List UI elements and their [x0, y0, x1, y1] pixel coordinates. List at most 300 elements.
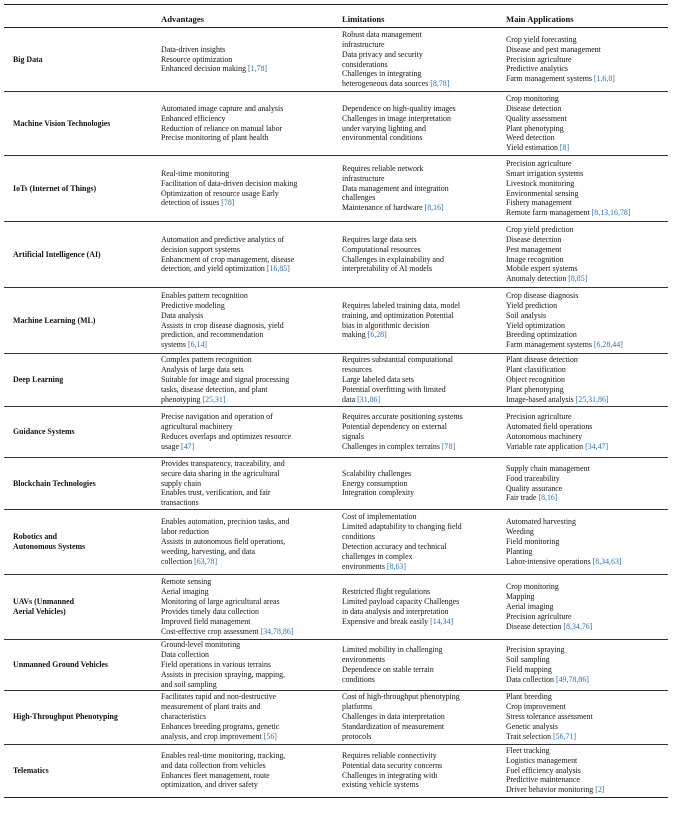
- cell-line: Variable rate application [34,47]: [506, 441, 609, 451]
- cell-line: Provides transparency, traceability, and: [161, 458, 285, 468]
- cell-line: Challenges in image interpretation: [342, 113, 451, 123]
- cell-line: Livestock monitoring: [506, 178, 575, 188]
- cell-line: Challenges in integrating with: [342, 770, 438, 780]
- table-row: [4, 92, 668, 156]
- citation-ref: [8,16]: [538, 493, 558, 503]
- limitations-cell: [338, 92, 502, 156]
- cell-line: Requires reliable network: [342, 163, 424, 173]
- cell-line: Predictive modeling: [161, 300, 225, 310]
- table-row: [4, 28, 668, 92]
- advantages-cell: [157, 222, 338, 288]
- cell-line: Complex pattern recognition: [161, 355, 252, 365]
- citation-ref: [34,78,86]: [260, 626, 294, 636]
- advantages-cell: [157, 92, 338, 156]
- advantages-cell: [157, 458, 338, 510]
- cell-line: Challenges in data interpretation: [342, 712, 445, 722]
- cell-line: Enhanced efficiency: [161, 113, 226, 123]
- cell-line: transactions: [161, 498, 199, 508]
- cell-line: Artificial Intelligence (AI): [13, 249, 101, 259]
- cell-line: Challenges in integrating: [342, 69, 422, 79]
- cell-line: Machine Learning (ML): [13, 315, 96, 325]
- applications-cell: [502, 407, 668, 458]
- header-limitations: Limitations: [338, 5, 502, 28]
- cell-line: Field operations in various terrains: [161, 659, 272, 669]
- cell-line: Trait selection [56,71]: [506, 731, 577, 741]
- cell-line: Stress tolerance assessment: [506, 712, 593, 722]
- cell-line: Enhances breeding programs, genetic: [161, 721, 280, 731]
- cell-line: High-Throughput Phenotyping: [13, 712, 118, 722]
- cell-line: detection of issues [78]: [161, 198, 235, 208]
- cell-line: weeding, harvesting, and data: [161, 546, 255, 556]
- citation-ref: [8]: [559, 143, 570, 153]
- citation-ref: [6,14]: [187, 340, 208, 350]
- cell-line: prediction, and recommendation: [161, 330, 264, 340]
- advantages-cell: [157, 156, 338, 222]
- cell-line: Large labeled data sets: [342, 375, 414, 385]
- cell-line: Precision agriculture: [506, 158, 572, 168]
- cell-line: IoTs (Internet of Things): [13, 183, 97, 193]
- applications-cell: [502, 288, 668, 354]
- technology-comparison-table: [4, 4, 668, 798]
- cell-line: Automated field operations: [506, 422, 593, 432]
- cell-line: Data analysis: [161, 310, 204, 320]
- cell-line: Cost-effective crop assessment [34,78,86]: [161, 626, 294, 636]
- citation-ref: [78]: [221, 198, 235, 208]
- limitations-cell: [338, 156, 502, 222]
- cell-line: Data management and integration: [342, 183, 449, 193]
- cell-line: detection, and yield optimization [16,85]: [161, 264, 290, 274]
- cell-line: Anomaly detection [8,85]: [506, 274, 588, 284]
- cell-line: Potential dependency on external: [342, 422, 447, 432]
- cell-line: resources: [342, 365, 372, 375]
- cell-line: Plant phenotyping: [506, 123, 564, 133]
- cell-line: supply chain: [161, 478, 202, 488]
- cell-line: making [6,28]: [342, 330, 387, 340]
- technology-cell: [4, 640, 157, 691]
- table-row: [4, 640, 668, 691]
- cell-line: bias in algorithmic decision: [342, 320, 430, 330]
- cell-line: Facilitates rapid and non-destructive: [161, 692, 277, 702]
- cell-line: Analysis of large data sets: [161, 365, 244, 375]
- header-advantages: Advantages: [157, 5, 338, 28]
- citation-ref: [8,34,76]: [563, 621, 593, 631]
- cell-line: Enables automation, precision tasks, and: [161, 517, 290, 527]
- applications-cell: [502, 744, 668, 797]
- cell-line: Challenges in complex terrains [78]: [342, 441, 456, 451]
- cell-line: under varying lighting and: [342, 123, 426, 133]
- cell-line: and soil sampling: [161, 679, 217, 689]
- technology-cell: [4, 288, 157, 354]
- cell-line: Suitable for image and signal processing: [161, 375, 290, 385]
- cell-line: Requires reliable connectivity: [342, 750, 437, 760]
- cell-line: Challenges in explainability and: [342, 254, 444, 264]
- applications-cell: [502, 92, 668, 156]
- cell-line: Cost of high-throughput phenotyping: [342, 692, 460, 702]
- limitations-cell: [338, 640, 502, 691]
- citation-ref: [16,85]: [266, 264, 290, 274]
- table-body: [4, 28, 668, 798]
- cell-line: Reduction of reliance on manual labor: [161, 123, 283, 133]
- applications-cell: [502, 222, 668, 288]
- cell-line: Precision agriculture: [506, 54, 572, 64]
- cell-line: Weeding: [506, 527, 534, 537]
- cell-line: Remote farm management [8,13,16,78]: [506, 208, 631, 218]
- advantages-cell: [157, 28, 338, 92]
- limitations-cell: [338, 222, 502, 288]
- applications-cell: [502, 28, 668, 92]
- cell-line: Limited adaptability to changing field: [342, 522, 462, 532]
- cell-line: Plant phenotyping: [506, 384, 564, 394]
- cell-line: Fair trade [8,16]: [506, 493, 558, 503]
- advantages-cell: [157, 510, 338, 575]
- applications-cell: [502, 458, 668, 510]
- cell-line: Machine Vision Technologies: [13, 118, 111, 128]
- citation-ref: [8,63]: [386, 561, 407, 571]
- cell-line: signals: [342, 432, 364, 441]
- cell-line: Planting: [506, 546, 533, 556]
- cell-line: Farm management systems [6,28,44]: [506, 340, 623, 350]
- technology-cell: [4, 156, 157, 222]
- technology-cell: [4, 354, 157, 407]
- cell-line: Reduces overlaps and optimizes resource: [161, 432, 292, 441]
- cell-line: Standardization of measurement: [342, 721, 445, 731]
- cell-line: Precision spraying: [506, 644, 565, 654]
- advantages-cell: [157, 407, 338, 458]
- cell-line: analysis, and crop improvement [56]: [161, 731, 277, 741]
- cell-line: Optimization of resource usage Early: [161, 188, 279, 198]
- cell-line: Robotics and: [13, 532, 58, 542]
- cell-line: Crop monitoring: [506, 582, 559, 592]
- cell-line: Blockchain Technologies: [13, 478, 96, 488]
- cell-line: Smart irrigation systems: [506, 168, 584, 178]
- cell-line: Enables pattern recognition: [161, 290, 248, 300]
- citation-ref: [31,86]: [357, 394, 381, 404]
- limitations-cell: [338, 288, 502, 354]
- cell-line: Disease detection [8,34,76]: [506, 621, 593, 631]
- citation-ref: [56,71]: [553, 731, 577, 741]
- cell-line: Disease and pest management: [506, 44, 601, 54]
- cell-line: Plant classification: [506, 365, 566, 375]
- limitations-cell: [338, 575, 502, 640]
- cell-line: Enables real-time monitoring, tracking,: [161, 750, 286, 760]
- table-row: [4, 156, 668, 222]
- technology-cell: [4, 222, 157, 288]
- cell-line: Cost of implementation: [342, 512, 417, 522]
- citation-ref: [63,78]: [194, 556, 218, 566]
- citation-ref: [8,85]: [568, 274, 588, 284]
- cell-line: and data collection from vehicles: [161, 760, 266, 770]
- cell-line: Crop disease diagnosis: [506, 290, 579, 300]
- header-applications: Main Applications: [502, 5, 668, 28]
- cell-line: Fleet tracking: [506, 745, 550, 755]
- cell-line: Limited payload capacity Challenges: [342, 597, 460, 607]
- advantages-cell: [157, 575, 338, 640]
- cell-line: existing vehicle systems: [342, 780, 419, 790]
- cell-line: measurement of plant traits and: [161, 702, 261, 712]
- cell-line: Predictive analytics: [506, 64, 569, 74]
- applications-cell: [502, 354, 668, 407]
- cell-line: Predictive maintenance: [506, 775, 580, 785]
- citation-ref: [8,13,16,78]: [591, 208, 631, 218]
- citation-ref: [25,31,86]: [575, 394, 609, 404]
- technology-cell: [4, 458, 157, 510]
- cell-line: in data analysis and interpretation: [342, 607, 449, 616]
- cell-line: Autonomous Systems: [13, 542, 86, 551]
- cell-line: systems [6,14]: [161, 340, 208, 350]
- cell-line: conditions: [342, 674, 375, 684]
- cell-line: Field monitoring: [506, 537, 560, 547]
- cell-line: Image recognition: [506, 254, 564, 264]
- cell-line: decision support systems: [161, 244, 240, 254]
- cell-line: data [31,86]: [342, 394, 381, 404]
- technology-cell: [4, 407, 157, 458]
- header-technology: [4, 5, 157, 28]
- cell-line: Data collection [49,78,86]: [506, 674, 589, 684]
- cell-line: Real-time monitoring: [161, 168, 230, 178]
- cell-line: conditions: [342, 532, 375, 542]
- citation-ref: [25,31]: [202, 394, 226, 404]
- applications-cell: [502, 510, 668, 575]
- cell-line: Mobile expert systems: [506, 264, 578, 274]
- citation-ref: [2]: [595, 785, 605, 795]
- cell-line: collection [63,78]: [161, 556, 218, 566]
- applications-cell: [502, 156, 668, 222]
- citation-ref: [56]: [263, 731, 277, 741]
- cell-line: Scalability challenges: [342, 468, 412, 478]
- table-row: [4, 575, 668, 640]
- cell-line: challenges in complex: [342, 551, 413, 561]
- cell-line: Assists in autonomous field operations,: [161, 537, 286, 547]
- technology-cell: [4, 510, 157, 575]
- cell-line: Enhancment of crop management, disease: [161, 254, 294, 264]
- cell-line: Weed detection: [506, 133, 555, 143]
- citation-ref: [8,34,63]: [592, 556, 622, 566]
- cell-line: Potential data security concerns: [342, 760, 443, 770]
- cell-line: Data-driven insights: [161, 44, 226, 54]
- citation-ref: [78]: [441, 441, 456, 451]
- cell-line: Crop improvement: [506, 702, 566, 712]
- table-row: [4, 407, 668, 458]
- cell-line: Quality assessment: [506, 113, 567, 123]
- cell-line: Image-based analysis [25,31,86]: [506, 394, 609, 404]
- cell-line: Supply chain management: [506, 463, 590, 473]
- cell-line: Data collection: [161, 649, 209, 659]
- cell-line: Detection accuracy and technical: [342, 542, 447, 551]
- table-row: [4, 510, 668, 575]
- cell-line: phenotyping [25,31]: [161, 394, 226, 404]
- cell-line: Potential overfitting with limited: [342, 384, 446, 394]
- cell-line: agricultural machinery: [161, 422, 233, 432]
- advantages-cell: [157, 744, 338, 797]
- cell-line: Computational resources: [342, 244, 421, 254]
- applications-cell: [502, 575, 668, 640]
- cell-line: Environmental sensing: [506, 188, 579, 198]
- cell-line: Energy consumption: [342, 478, 408, 488]
- cell-line: Plant disease detection: [506, 355, 578, 365]
- cell-line: Enables trust, verification, and fair: [161, 488, 271, 498]
- citation-ref: [8,78]: [430, 79, 450, 89]
- cell-line: Requires labeled training data, model: [342, 300, 461, 310]
- citation-ref: [34,47]: [585, 441, 609, 451]
- table-header-row: [4, 5, 668, 28]
- advantages-cell: [157, 354, 338, 407]
- cell-line: Robust data management: [342, 29, 422, 39]
- table-row: [4, 354, 668, 407]
- advantages-cell: [157, 288, 338, 354]
- citation-ref: [6,28,44]: [593, 340, 623, 350]
- cell-line: UAVs (Unmanned: [13, 597, 75, 607]
- cell-line: Object recognition: [506, 375, 565, 385]
- cell-line: Crop yield prediction: [506, 224, 574, 234]
- cell-line: Requires large data sets: [342, 234, 417, 244]
- technology-cell: [4, 744, 157, 797]
- cell-line: Field mapping: [506, 664, 552, 674]
- cell-line: Pest management: [506, 244, 562, 254]
- citation-ref: [14,34]: [430, 616, 454, 626]
- cell-line: environmental conditions: [342, 133, 423, 143]
- cell-line: Yield estimation [8]: [506, 143, 570, 153]
- citation-ref: [6,28]: [367, 330, 387, 340]
- technology-cell: [4, 28, 157, 92]
- cell-line: Labor-intensive operations [8,34,63]: [506, 556, 622, 566]
- cell-line: secure data sharing in the agricultural: [161, 468, 280, 478]
- citation-ref: [49,78,86]: [555, 674, 589, 684]
- limitations-cell: [338, 744, 502, 797]
- cell-line: training, and optimization Potential: [342, 310, 454, 320]
- cell-line: interpretability of AI models: [342, 264, 433, 274]
- cell-line: Aerial imaging: [506, 602, 554, 612]
- cell-line: labor reduction: [161, 527, 209, 537]
- cell-line: Automated harvesting: [506, 517, 576, 527]
- limitations-cell: [338, 354, 502, 407]
- cell-line: Ground-level monitoring: [161, 640, 241, 649]
- cell-line: Fuel efficiency analysis: [506, 765, 581, 775]
- limitations-cell: [338, 407, 502, 458]
- cell-line: Maintenance of hardware [8,16]: [342, 203, 444, 213]
- cell-line: Fishery management: [506, 198, 572, 208]
- table-row: [4, 288, 668, 354]
- cell-line: infrastructure: [342, 173, 385, 183]
- cell-line: Requires substantial computational: [342, 355, 453, 365]
- limitations-cell: [338, 458, 502, 510]
- cell-line: Plant breeding: [506, 692, 552, 702]
- cell-line: Quality assurance: [506, 483, 563, 493]
- cell-line: Disease detection: [506, 103, 562, 113]
- cell-line: Automated image capture and analysis: [161, 103, 284, 113]
- cell-line: protocols: [342, 731, 372, 741]
- technology-cell: [4, 575, 157, 640]
- cell-line: Autonomous machinery: [506, 432, 583, 441]
- cell-line: Disease detection: [506, 234, 562, 244]
- applications-cell: [502, 640, 668, 691]
- cell-line: Guidance Systems: [13, 427, 75, 437]
- table-row: [4, 744, 668, 797]
- cell-line: environments [8,63]: [342, 561, 407, 571]
- limitations-cell: [338, 690, 502, 744]
- cell-line: infrastructure: [342, 39, 385, 49]
- cell-line: Precise navigation and operation of: [161, 412, 273, 422]
- cell-line: Mapping: [506, 592, 535, 602]
- advantages-cell: [157, 640, 338, 691]
- limitations-cell: [338, 28, 502, 92]
- cell-line: Soil sampling: [506, 654, 550, 664]
- applications-cell: [502, 690, 668, 744]
- cell-line: Yield optimization: [506, 320, 565, 330]
- cell-line: Precision agriculture: [506, 412, 572, 422]
- cell-line: Dependence on stable terrain: [342, 664, 434, 674]
- cell-line: Monitoring of large agricultural areas: [161, 597, 280, 607]
- cell-line: Integration complexity: [342, 488, 415, 498]
- citation-ref: [1,78]: [248, 64, 268, 74]
- citation-ref: [1,6,8]: [593, 74, 615, 84]
- cell-line: Enhances fleet management, route: [161, 770, 270, 780]
- cell-line: Expensive and break easily [14,34]: [342, 616, 454, 626]
- table-row: [4, 222, 668, 288]
- cell-line: optimization, and driver safety: [161, 780, 258, 790]
- cell-line: considerations: [342, 59, 388, 69]
- cell-line: Assists in precision spraying, mapping,: [161, 669, 286, 679]
- cell-line: Soil analysis: [506, 310, 547, 320]
- cell-line: Driver behavior monitoring [2]: [506, 785, 605, 795]
- cell-line: Precise monitoring of plant health: [161, 133, 269, 143]
- cell-line: Yield prediction: [506, 300, 558, 310]
- cell-line: Data privacy and security: [342, 49, 423, 59]
- cell-line: Logistics management: [506, 755, 578, 765]
- cell-line: Requires accurate positioning systems: [342, 412, 463, 422]
- cell-line: Provides timely data collection: [161, 607, 259, 616]
- cell-line: Assists in crop disease diagnosis, yield: [161, 320, 284, 330]
- cell-line: Telematics: [13, 765, 49, 775]
- citation-ref: [8,16]: [424, 203, 444, 213]
- cell-line: Aerial Vehicles): [13, 607, 66, 616]
- cell-line: Remote sensing: [161, 577, 212, 587]
- cell-line: Breeding optimization: [506, 330, 577, 340]
- advantages-cell: [157, 690, 338, 744]
- table-row: [4, 690, 668, 744]
- cell-line: challenges: [342, 193, 376, 203]
- cell-line: Restricted flight regulations: [342, 587, 431, 597]
- cell-line: Food traceability: [506, 473, 560, 483]
- cell-line: Crop yield forecasting: [506, 34, 577, 44]
- cell-line: heterogeneous data sources [8,78]: [342, 79, 450, 89]
- cell-line: Improved field management: [161, 616, 251, 626]
- cell-line: characteristics: [161, 712, 207, 722]
- cell-line: platforms: [342, 702, 373, 712]
- cell-line: Big Data: [13, 54, 43, 64]
- technology-cell: [4, 92, 157, 156]
- cell-line: Deep Learning: [13, 375, 64, 385]
- cell-line: Genetic analysis: [506, 721, 558, 731]
- cell-line: Limited mobility in challenging: [342, 644, 443, 654]
- cell-line: Unmanned Ground Vehicles: [13, 659, 109, 669]
- cell-line: Automation and predictive analytics of: [161, 234, 285, 244]
- cell-line: environments: [342, 654, 385, 664]
- cell-line: Crop monitoring: [506, 93, 559, 103]
- citation-ref: [47]: [180, 441, 195, 451]
- table-row: [4, 458, 668, 510]
- cell-line: Aerial imaging: [161, 587, 209, 597]
- cell-line: Enhanced decision making [1,78]: [161, 64, 268, 74]
- limitations-cell: [338, 510, 502, 575]
- technology-cell: [4, 690, 157, 744]
- cell-line: Resource optimization: [161, 54, 233, 64]
- cell-line: Precision agriculture: [506, 611, 572, 621]
- cell-line: usage [47]: [161, 441, 195, 451]
- cell-line: Farm management systems [1,6,8]: [506, 74, 615, 84]
- cell-line: Dependence on high-quality images: [342, 103, 456, 113]
- cell-line: tasks, disease detection, and plant: [161, 384, 268, 394]
- cell-line: Facilitation of data-driven decision making: [161, 178, 298, 188]
